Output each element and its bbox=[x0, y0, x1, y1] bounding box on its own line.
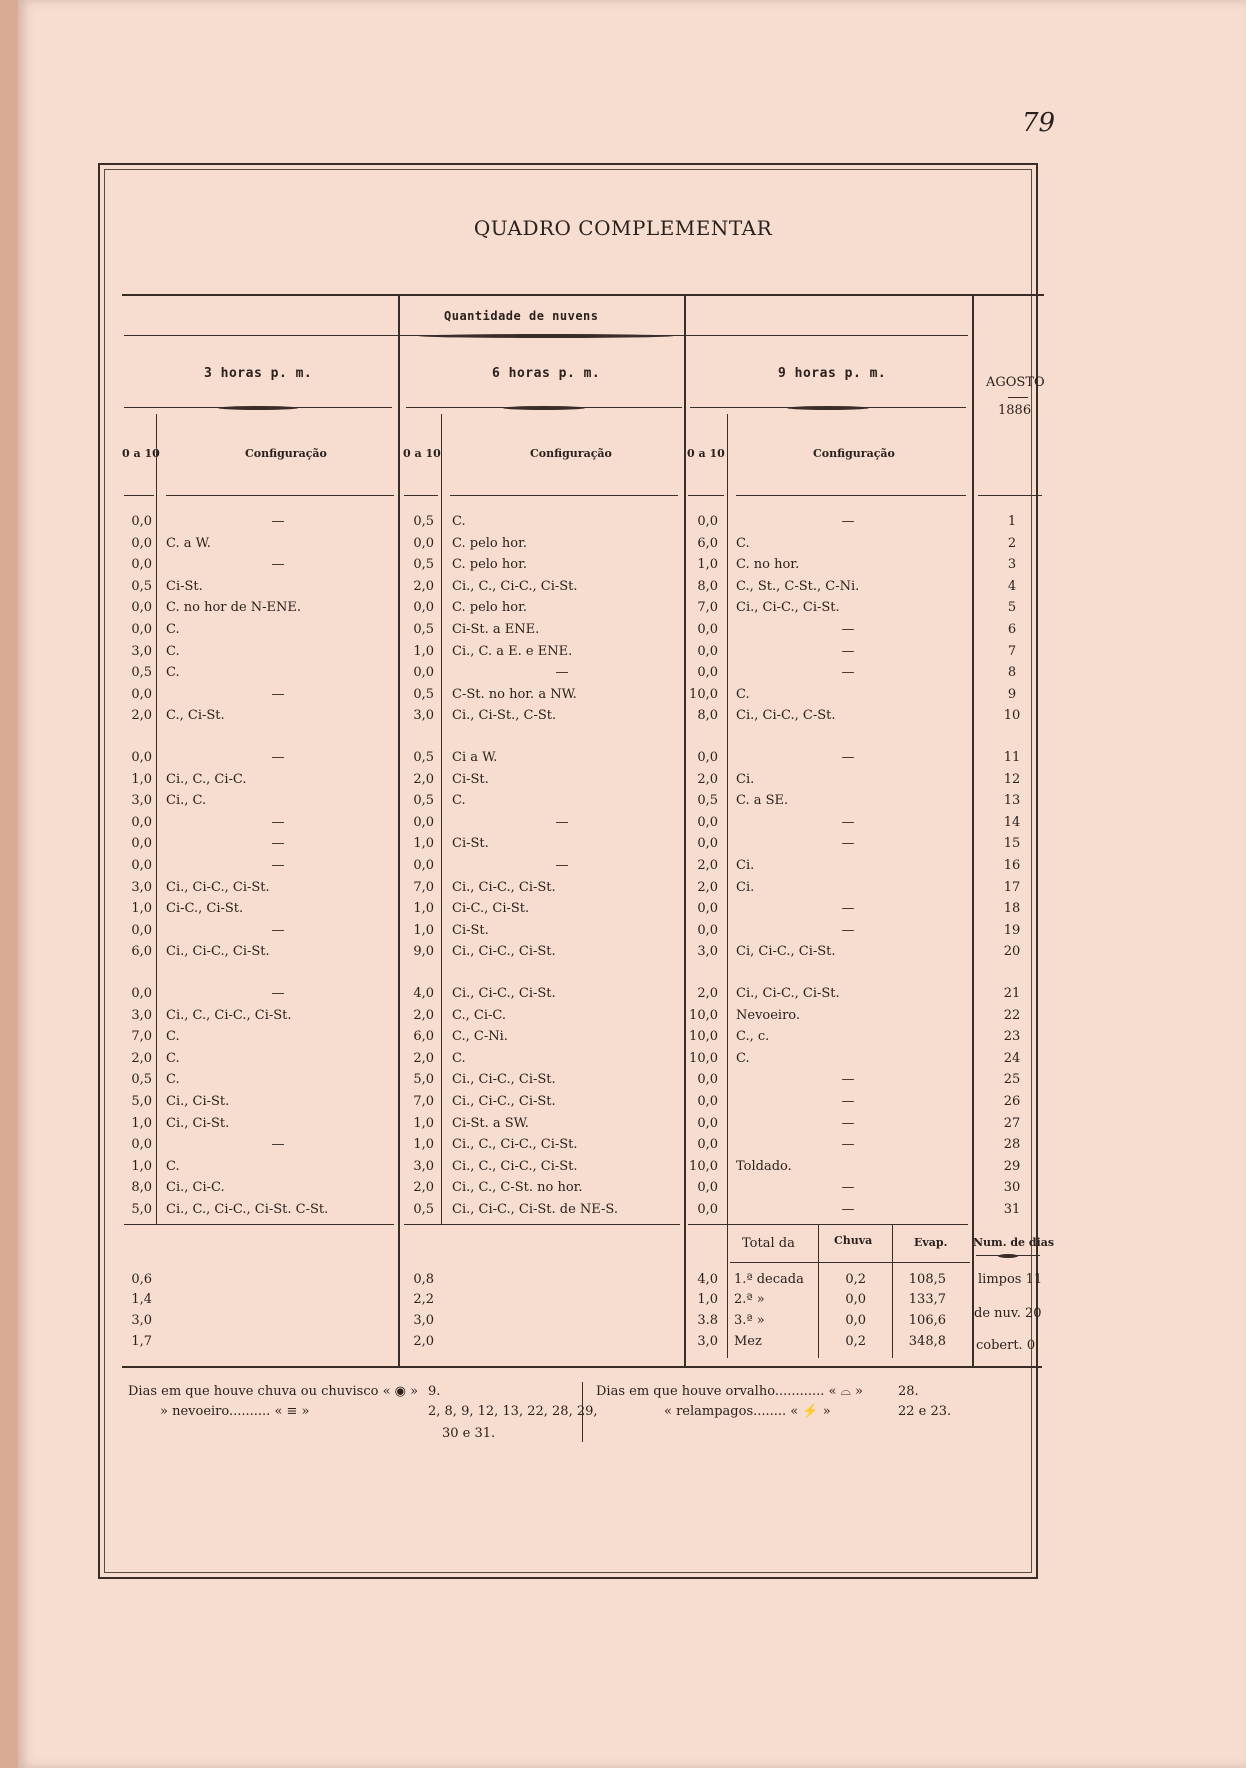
summary-2-a9: 1,0 bbox=[697, 1292, 718, 1307]
config-header-6h: Configuração bbox=[530, 447, 612, 460]
row-8-day: 8 bbox=[1007, 665, 1017, 681]
row-26-config-3h: Ci., Ci-St. bbox=[166, 1094, 230, 1109]
summary-3-evap: 106,6 bbox=[908, 1313, 946, 1328]
row-24-amount-9h: 10,0 bbox=[689, 1050, 718, 1066]
summary-chuva-header: Chuva bbox=[834, 1234, 873, 1247]
row-20-config-3h: Ci., Ci-C., Ci-St. bbox=[166, 944, 270, 960]
row-30-config-3h: Ci., Ci-C. bbox=[166, 1180, 225, 1196]
col-divider-9-day bbox=[972, 296, 974, 1366]
footer-nevoeiro-label: » nevoeiro.......... « ≡ » bbox=[160, 1404, 310, 1419]
row-28-amount-9h: 0,0 bbox=[697, 1137, 718, 1153]
row-7-config-6h: Ci., C. a E. e ENE. bbox=[452, 643, 573, 659]
row-25-amount-3h: 0,5 bbox=[131, 1072, 152, 1088]
row-2-config-3h: C. a W. bbox=[166, 535, 211, 551]
summary-1-a3: 0,6 bbox=[131, 1272, 152, 1287]
row-2-config-6h: C. pelo hor. bbox=[452, 535, 527, 551]
row-6-config-3h: C. bbox=[166, 622, 180, 637]
footer-relamp-days: 22 e 23. bbox=[898, 1404, 952, 1419]
row-2-amount-6h: 0,0 bbox=[413, 535, 434, 551]
row-18-config-9h: — bbox=[841, 901, 855, 917]
row-12-amount-3h: 1,0 bbox=[131, 771, 152, 787]
row-26-amount-3h: 5,0 bbox=[131, 1094, 152, 1109]
row-22-amount-3h: 3,0 bbox=[131, 1007, 152, 1023]
sum-divider-1 bbox=[818, 1224, 819, 1358]
row-25-config-3h: C. bbox=[166, 1072, 180, 1088]
table-title: QUADRO COMPLEMENTAR bbox=[473, 216, 773, 240]
row-6-day: 6 bbox=[1007, 622, 1017, 637]
row-3-day: 3 bbox=[1007, 557, 1017, 573]
footer-nevoeiro-days: 2, 8, 9, 12, 13, 22, 28, 29, bbox=[428, 1404, 598, 1419]
row-25-amount-9h: 0,0 bbox=[697, 1072, 718, 1088]
row-27-config-3h: Ci., Ci-St. bbox=[166, 1115, 230, 1131]
row-7-config-9h: — bbox=[841, 643, 855, 659]
row-8-config-3h: C. bbox=[166, 665, 180, 681]
sum-header-rule bbox=[730, 1262, 970, 1263]
summary-4-periodo: Mez bbox=[734, 1334, 762, 1349]
row-16-amount-9h: 2,0 bbox=[697, 858, 718, 873]
row-2-config-9h: C. bbox=[736, 535, 750, 551]
row-3-amount-3h: 0,0 bbox=[131, 557, 152, 573]
row-25-config-6h: Ci., Ci-C., Ci-St. bbox=[452, 1072, 556, 1088]
title-separator bbox=[122, 294, 1044, 296]
row-29-amount-3h: 1,0 bbox=[131, 1158, 152, 1174]
row-19-day: 19 bbox=[1003, 922, 1021, 938]
row-18-amount-6h: 1,0 bbox=[413, 901, 434, 917]
summary-4-evap: 348,8 bbox=[908, 1334, 946, 1349]
rule-end-3h bbox=[124, 1224, 394, 1225]
row-19-amount-9h: 0,0 bbox=[697, 922, 718, 938]
month-year-rule bbox=[1008, 397, 1028, 398]
row-29-config-3h: C. bbox=[166, 1158, 180, 1174]
row-9-amount-6h: 0,5 bbox=[413, 686, 434, 702]
row-23-amount-3h: 7,0 bbox=[131, 1029, 152, 1045]
summary-2-a3: 1,4 bbox=[131, 1292, 152, 1307]
row-3-config-6h: C. pelo hor. bbox=[452, 557, 527, 573]
row-13-day: 13 bbox=[1003, 793, 1021, 809]
row-12-config-6h: Ci-St. bbox=[452, 771, 489, 787]
summary-1-a9: 4,0 bbox=[697, 1272, 718, 1287]
row-30-day: 30 bbox=[1003, 1180, 1021, 1196]
row-12-config-3h: Ci., C., Ci-C. bbox=[166, 771, 247, 787]
row-11-config-9h: — bbox=[841, 750, 855, 765]
row-22-day: 22 bbox=[1003, 1007, 1021, 1023]
row-5-config-3h: C. no hor de N-ENE. bbox=[166, 600, 302, 616]
row-22-config-3h: Ci., C., Ci-C., Ci-St. bbox=[166, 1007, 292, 1023]
group-swash bbox=[124, 334, 968, 340]
config-header-3h: Configuração bbox=[245, 447, 327, 460]
row-29-day: 29 bbox=[1003, 1158, 1021, 1174]
row-5-amount-3h: 0,0 bbox=[131, 600, 152, 616]
row-22-amount-6h: 2,0 bbox=[413, 1007, 434, 1023]
row-30-amount-9h: 0,0 bbox=[697, 1180, 718, 1196]
row-7-amount-9h: 0,0 bbox=[697, 643, 718, 659]
row-12-config-9h: Ci. bbox=[736, 771, 755, 787]
row-5-config-9h: Ci., Ci-C., Ci-St. bbox=[736, 600, 840, 616]
row-10-config-3h: C., Ci-St. bbox=[166, 708, 225, 724]
row-16-config-6h: — bbox=[555, 858, 569, 873]
group-header: Quantidade de nuvens bbox=[444, 309, 599, 323]
row-7-day: 7 bbox=[1007, 643, 1017, 659]
row-17-config-3h: Ci., Ci-C., Ci-St. bbox=[166, 879, 270, 895]
row-11-config-6h: Ci a W. bbox=[452, 750, 498, 765]
row-2-amount-3h: 0,0 bbox=[131, 535, 152, 551]
footer-orvalho-days: 28. bbox=[898, 1384, 919, 1399]
row-23-config-9h: C., c. bbox=[736, 1029, 770, 1045]
summary-1-chuva: 0,2 bbox=[845, 1272, 866, 1287]
row-17-day: 17 bbox=[1003, 879, 1021, 895]
row-5-amount-6h: 0,0 bbox=[413, 600, 434, 616]
row-6-config-9h: — bbox=[841, 622, 855, 637]
row-23-config-6h: C., C-Ni. bbox=[452, 1029, 508, 1045]
row-27-day: 27 bbox=[1003, 1115, 1021, 1131]
row-14-config-3h: — bbox=[271, 814, 285, 830]
rule-amt3 bbox=[124, 495, 154, 496]
row-10-amount-6h: 3,0 bbox=[413, 708, 434, 724]
row-6-amount-6h: 0,5 bbox=[413, 622, 434, 637]
row-11-amount-9h: 0,0 bbox=[697, 750, 718, 765]
row-10-amount-3h: 2,0 bbox=[131, 708, 152, 724]
row-19-config-3h: — bbox=[271, 922, 285, 938]
row-4-amount-9h: 8,0 bbox=[697, 578, 718, 594]
row-1-amount-3h: 0,0 bbox=[131, 514, 152, 529]
row-4-config-3h: Ci-St. bbox=[166, 578, 203, 594]
row-16-config-3h: — bbox=[271, 858, 285, 873]
row-26-config-9h: — bbox=[841, 1094, 855, 1109]
row-20-config-6h: Ci., Ci-C., Ci-St. bbox=[452, 944, 556, 960]
row-26-amount-9h: 0,0 bbox=[697, 1094, 718, 1109]
row-25-day: 25 bbox=[1003, 1072, 1021, 1088]
row-9-amount-9h: 10,0 bbox=[689, 686, 718, 702]
rule-amt6 bbox=[404, 495, 438, 496]
row-22-config-9h: Nevoeiro. bbox=[736, 1007, 801, 1023]
row-23-day: 23 bbox=[1003, 1029, 1021, 1045]
rule-end-6h bbox=[404, 1224, 680, 1225]
row-5-amount-9h: 7,0 bbox=[697, 600, 718, 616]
row-1-amount-6h: 0,5 bbox=[413, 514, 434, 529]
row-21-config-6h: Ci., Ci-C., Ci-St. bbox=[452, 986, 556, 1001]
summary-cobert: cobert. 0 bbox=[976, 1338, 1036, 1353]
row-15-amount-9h: 0,0 bbox=[697, 836, 718, 852]
row-10-config-6h: Ci., Ci-St., C-St. bbox=[452, 708, 557, 724]
row-20-config-9h: Ci, Ci-C., Ci-St. bbox=[736, 944, 836, 960]
row-17-amount-6h: 7,0 bbox=[413, 879, 434, 895]
row-29-config-9h: Toldado. bbox=[736, 1158, 792, 1174]
row-4-day: 4 bbox=[1007, 578, 1017, 594]
summary-1-periodo: 1.ª decada bbox=[734, 1272, 804, 1287]
footer-orvalho-label: Dias em que houve orvalho............ « ⌓ » bbox=[596, 1384, 863, 1399]
row-11-config-3h: — bbox=[271, 750, 285, 765]
row-12-day: 12 bbox=[1003, 771, 1021, 787]
col-divider-amt6 bbox=[441, 414, 442, 1224]
row-31-amount-3h: 5,0 bbox=[131, 1202, 152, 1217]
summary-evap-header: Evap. bbox=[914, 1236, 948, 1249]
row-17-config-6h: Ci., Ci-C., Ci-St. bbox=[452, 879, 556, 895]
row-18-config-6h: Ci-C., Ci-St. bbox=[452, 901, 530, 917]
header-9h: 9 horas p. m. bbox=[778, 366, 887, 381]
row-19-amount-6h: 1,0 bbox=[413, 922, 434, 938]
row-30-amount-6h: 2,0 bbox=[413, 1180, 434, 1196]
amount-header-3h: 0 a 10 bbox=[122, 447, 160, 460]
summary-3-a6: 3,0 bbox=[413, 1313, 434, 1328]
row-24-config-9h: C. bbox=[736, 1050, 750, 1066]
row-15-amount-3h: 0,0 bbox=[131, 836, 152, 852]
row-15-day: 15 bbox=[1003, 836, 1021, 852]
row-27-config-9h: — bbox=[841, 1115, 855, 1131]
row-27-config-6h: Ci-St. a SW. bbox=[452, 1115, 529, 1131]
header-month: AGOSTO bbox=[986, 375, 1045, 390]
row-29-config-6h: Ci., C., Ci-C., Ci-St. bbox=[452, 1158, 578, 1174]
row-20-amount-3h: 6,0 bbox=[131, 944, 152, 960]
row-28-day: 28 bbox=[1003, 1137, 1021, 1153]
row-15-config-9h: — bbox=[841, 836, 855, 852]
row-11-amount-6h: 0,5 bbox=[413, 750, 434, 765]
row-13-amount-6h: 0,5 bbox=[413, 793, 434, 809]
row-15-config-3h: — bbox=[271, 836, 285, 852]
row-15-config-6h: Ci-St. bbox=[452, 836, 489, 852]
row-28-amount-3h: 0,0 bbox=[131, 1137, 152, 1153]
row-21-config-9h: Ci., Ci-C., Ci-St. bbox=[736, 986, 840, 1001]
row-3-config-9h: C. no hor. bbox=[736, 557, 800, 573]
row-29-amount-9h: 10,0 bbox=[689, 1158, 718, 1174]
row-22-amount-9h: 10,0 bbox=[689, 1007, 718, 1023]
row-3-amount-9h: 1,0 bbox=[697, 557, 718, 573]
row-19-amount-3h: 0,0 bbox=[131, 922, 152, 938]
row-26-day: 26 bbox=[1003, 1094, 1021, 1109]
row-6-config-6h: Ci-St. a ENE. bbox=[452, 622, 540, 637]
row-14-amount-3h: 0,0 bbox=[131, 814, 152, 830]
rule-amt9 bbox=[688, 495, 724, 496]
row-10-amount-9h: 8,0 bbox=[697, 708, 718, 724]
rule-cfg3 bbox=[166, 495, 394, 496]
header-3h: 3 horas p. m. bbox=[204, 366, 313, 381]
row-18-amount-3h: 1,0 bbox=[131, 901, 152, 917]
amount-header-6h: 0 a 10 bbox=[403, 447, 441, 460]
footer-chuva-days: 9. bbox=[428, 1384, 441, 1399]
swash-6h bbox=[406, 406, 682, 412]
row-14-config-9h: — bbox=[841, 814, 855, 830]
footer-rule bbox=[122, 1366, 1042, 1368]
row-28-config-6h: Ci., C., Ci-C., Ci-St. bbox=[452, 1137, 578, 1153]
row-13-config-6h: C. bbox=[452, 793, 466, 809]
row-20-amount-6h: 9,0 bbox=[413, 944, 434, 960]
summary-3-a3: 3,0 bbox=[131, 1313, 152, 1328]
row-4-amount-6h: 2,0 bbox=[413, 578, 434, 594]
row-2-amount-9h: 6,0 bbox=[697, 535, 718, 551]
row-27-amount-3h: 1,0 bbox=[131, 1115, 152, 1131]
row-16-day: 16 bbox=[1003, 858, 1021, 873]
swash-9h bbox=[690, 406, 966, 412]
row-12-amount-6h: 2,0 bbox=[413, 771, 434, 787]
row-9-config-3h: — bbox=[271, 686, 285, 702]
row-31-config-3h: Ci., C., Ci-C., Ci-St. C-St. bbox=[166, 1202, 329, 1217]
row-6-amount-9h: 0,0 bbox=[697, 622, 718, 637]
col-divider-amt3 bbox=[156, 414, 157, 1224]
row-17-config-9h: Ci. bbox=[736, 879, 755, 895]
row-31-config-9h: — bbox=[841, 1202, 855, 1217]
summary-3-a9: 3.8 bbox=[697, 1313, 718, 1328]
rule-end-9h bbox=[688, 1224, 968, 1225]
row-30-config-9h: — bbox=[841, 1180, 855, 1196]
row-26-amount-6h: 7,0 bbox=[413, 1094, 434, 1109]
summary-nuvens: de nuv. 20 bbox=[974, 1306, 1042, 1321]
summary-1-evap: 108,5 bbox=[908, 1272, 946, 1287]
row-7-amount-3h: 3,0 bbox=[131, 643, 152, 659]
row-23-amount-9h: 10,0 bbox=[689, 1029, 718, 1045]
footer-chuva-label: Dias em que houve chuva ou chuvisco « ◉ » bbox=[128, 1384, 419, 1399]
row-1-amount-9h: 0,0 bbox=[697, 514, 718, 529]
row-8-amount-6h: 0,0 bbox=[413, 665, 434, 681]
row-9-config-9h: C. bbox=[736, 686, 750, 702]
summary-2-a6: 2,2 bbox=[413, 1292, 434, 1307]
row-14-amount-9h: 0,0 bbox=[697, 814, 718, 830]
row-18-config-3h: Ci-C., Ci-St. bbox=[166, 901, 244, 917]
swash-3h bbox=[124, 406, 392, 412]
row-21-amount-6h: 4,0 bbox=[413, 986, 434, 1001]
summary-3-chuva: 0,0 bbox=[845, 1313, 866, 1328]
row-9-config-6h: C-St. no hor. a NW. bbox=[452, 686, 577, 702]
rule-cfg9 bbox=[736, 495, 966, 496]
row-8-amount-3h: 0,5 bbox=[131, 665, 152, 681]
row-28-amount-6h: 1,0 bbox=[413, 1137, 434, 1153]
row-6-amount-3h: 0,0 bbox=[131, 622, 152, 637]
summary-4-chuva: 0,2 bbox=[845, 1334, 866, 1349]
row-18-day: 18 bbox=[1003, 901, 1021, 917]
row-28-config-9h: — bbox=[841, 1137, 855, 1153]
row-29-amount-6h: 3,0 bbox=[413, 1158, 434, 1174]
row-9-day: 9 bbox=[1007, 686, 1017, 702]
rule-cfg6 bbox=[450, 495, 678, 496]
summary-4-a3: 1,7 bbox=[131, 1334, 152, 1349]
row-21-amount-3h: 0,0 bbox=[131, 986, 152, 1001]
row-20-day: 20 bbox=[1003, 944, 1021, 960]
row-11-day: 11 bbox=[1003, 750, 1021, 765]
row-24-day: 24 bbox=[1003, 1050, 1021, 1066]
row-15-amount-6h: 1,0 bbox=[413, 836, 434, 852]
row-8-amount-9h: 0,0 bbox=[697, 665, 718, 681]
row-1-config-9h: — bbox=[841, 514, 855, 529]
row-3-amount-6h: 0,5 bbox=[413, 557, 434, 573]
row-21-amount-9h: 2,0 bbox=[697, 986, 718, 1001]
row-21-config-3h: — bbox=[271, 986, 285, 1001]
header-year: 1886 bbox=[998, 403, 1032, 418]
row-8-config-9h: — bbox=[841, 665, 855, 681]
row-17-amount-3h: 3,0 bbox=[131, 879, 152, 895]
page-number: 79 bbox=[1022, 108, 1056, 138]
row-11-amount-3h: 0,0 bbox=[131, 750, 152, 765]
row-13-amount-3h: 3,0 bbox=[131, 793, 152, 809]
row-5-config-6h: C. pelo hor. bbox=[452, 600, 527, 616]
row-2-day: 2 bbox=[1007, 535, 1017, 551]
row-4-config-9h: C., St., C-St., C-Ni. bbox=[736, 578, 860, 594]
row-16-amount-3h: 0,0 bbox=[131, 858, 152, 873]
sum-divider-2 bbox=[892, 1224, 893, 1358]
row-7-amount-6h: 1,0 bbox=[413, 643, 434, 659]
row-31-day: 31 bbox=[1003, 1202, 1021, 1217]
row-5-day: 5 bbox=[1007, 600, 1017, 616]
row-19-config-9h: — bbox=[841, 922, 855, 938]
row-19-config-6h: Ci-St. bbox=[452, 922, 489, 938]
col-divider-amt9 bbox=[727, 414, 728, 1358]
row-1-config-6h: C. bbox=[452, 514, 466, 529]
row-12-amount-9h: 2,0 bbox=[697, 771, 718, 787]
row-24-amount-3h: 2,0 bbox=[131, 1050, 152, 1066]
row-1-config-3h: — bbox=[271, 514, 285, 529]
row-26-config-6h: Ci., Ci-C., Ci-St. bbox=[452, 1094, 556, 1109]
row-31-amount-6h: 0,5 bbox=[413, 1202, 434, 1217]
row-27-amount-9h: 0,0 bbox=[697, 1115, 718, 1131]
row-30-config-6h: Ci., C., C-St. no hor. bbox=[452, 1180, 583, 1196]
row-14-day: 14 bbox=[1003, 814, 1021, 830]
row-24-config-3h: C. bbox=[166, 1050, 180, 1066]
row-23-amount-6h: 6,0 bbox=[413, 1029, 434, 1045]
row-13-config-9h: C. a SE. bbox=[736, 793, 789, 809]
summary-3-periodo: 3.ª » bbox=[734, 1313, 765, 1328]
row-22-config-6h: C., Ci-C. bbox=[452, 1007, 506, 1023]
row-20-amount-9h: 3,0 bbox=[697, 944, 718, 960]
row-14-amount-6h: 0,0 bbox=[413, 814, 434, 830]
footer-relamp-label: « relampagos........ « ⚡ » bbox=[664, 1404, 831, 1419]
numdias-swash bbox=[976, 1254, 1040, 1260]
row-24-config-6h: C. bbox=[452, 1050, 466, 1066]
row-23-config-3h: C. bbox=[166, 1029, 180, 1045]
summary-numdias-header: Num. de dias bbox=[973, 1236, 1055, 1249]
row-3-config-3h: — bbox=[271, 557, 285, 573]
summary-2-evap: 133,7 bbox=[908, 1292, 946, 1307]
row-25-amount-6h: 5,0 bbox=[413, 1072, 434, 1088]
row-13-amount-9h: 0,5 bbox=[697, 793, 718, 809]
row-8-config-6h: — bbox=[555, 665, 569, 681]
row-10-day: 10 bbox=[1003, 708, 1021, 724]
row-25-config-9h: — bbox=[841, 1072, 855, 1088]
summary-1-a6: 0,8 bbox=[413, 1272, 434, 1287]
row-7-config-3h: C. bbox=[166, 643, 180, 659]
row-10-config-9h: Ci., Ci-C., C-St. bbox=[736, 708, 836, 724]
footer-nevoeiro-days-cont: 30 e 31. bbox=[442, 1426, 496, 1441]
row-27-amount-6h: 1,0 bbox=[413, 1115, 434, 1131]
summary-limpos: limpos 11 bbox=[978, 1272, 1043, 1287]
row-4-amount-3h: 0,5 bbox=[131, 578, 152, 594]
row-31-amount-9h: 0,0 bbox=[697, 1202, 718, 1217]
row-21-day: 21 bbox=[1003, 986, 1021, 1001]
row-16-config-9h: Ci. bbox=[736, 858, 755, 873]
row-14-config-6h: — bbox=[555, 814, 569, 830]
row-17-amount-9h: 2,0 bbox=[697, 879, 718, 895]
row-16-amount-6h: 0,0 bbox=[413, 858, 434, 873]
row-4-config-6h: Ci., C., Ci-C., Ci-St. bbox=[452, 578, 578, 594]
row-1-day: 1 bbox=[1007, 514, 1017, 529]
row-31-config-6h: Ci., Ci-C., Ci-St. de NE-S. bbox=[452, 1202, 618, 1217]
row-24-amount-6h: 2,0 bbox=[413, 1050, 434, 1066]
header-6h: 6 horas p. m. bbox=[492, 366, 601, 381]
summary-4-a6: 2,0 bbox=[413, 1334, 434, 1349]
row-18-amount-9h: 0,0 bbox=[697, 901, 718, 917]
summary-2-chuva: 0,0 bbox=[845, 1292, 866, 1307]
summary-4-a9: 3,0 bbox=[697, 1334, 718, 1349]
rule-day bbox=[978, 495, 1042, 496]
summary-total-label: Total da bbox=[742, 1236, 795, 1251]
summary-2-periodo: 2.ª » bbox=[734, 1292, 765, 1307]
row-30-amount-3h: 8,0 bbox=[131, 1180, 152, 1196]
row-28-config-3h: — bbox=[271, 1137, 285, 1153]
row-13-config-3h: Ci., C. bbox=[166, 793, 207, 809]
row-9-amount-3h: 0,0 bbox=[131, 686, 152, 702]
config-header-9h: Configuração bbox=[813, 447, 895, 460]
amount-header-9h: 0 a 10 bbox=[687, 447, 725, 460]
